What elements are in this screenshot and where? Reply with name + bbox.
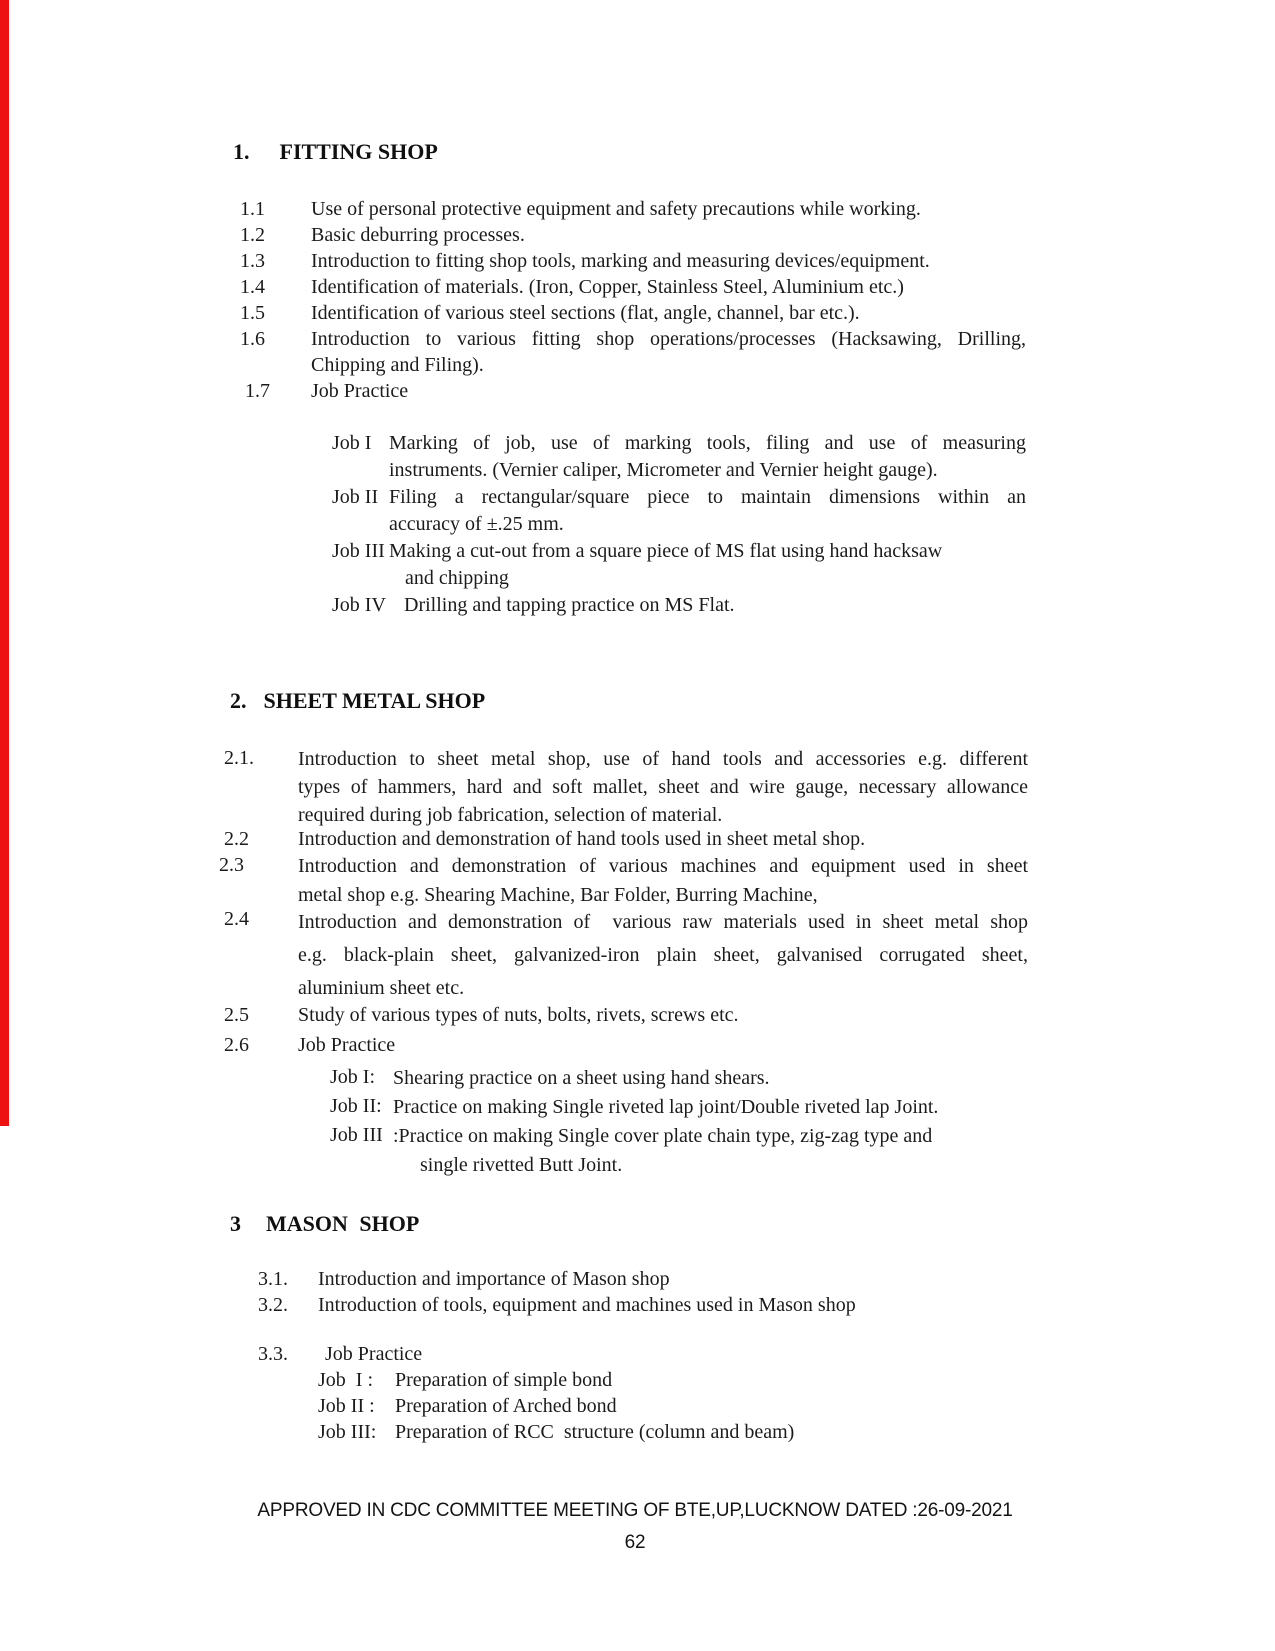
page-number: 62 xyxy=(624,1532,646,1553)
item-1.7-text xyxy=(311,378,1026,404)
item-1.6-text-line-1: Introduction to various fitting shop operations/processes (Hacksawing, Drilling, xyxy=(311,328,1026,350)
section-3-job-2-text-line-1: Preparation of Arched bond xyxy=(395,1395,617,1417)
item-2.1-text-line-1: Introduction to sheet metal shop, use of hand tools and accessories e.g. different xyxy=(298,748,1028,770)
item-3.1-text-line-1: Introduction and importance of Mason shop xyxy=(318,1268,670,1290)
section-2-job-1-label: Job I: xyxy=(330,1066,375,1088)
section-1-heading-number: 1. xyxy=(233,139,250,164)
item-2.4-text xyxy=(298,906,1028,1005)
item-2.2-text xyxy=(298,826,1028,852)
section-3-heading-number: 3 xyxy=(230,1211,241,1236)
section-1-job-1-text-line-2: instruments. (Vernier caliper, Micrometer and Vernier height gauge). xyxy=(389,459,938,481)
item-1.3-text xyxy=(311,248,1026,274)
item-2.2-text-line-1: Introduction and demonstration of hand tools used in sheet metal shop. xyxy=(298,828,866,850)
section-3-heading-title: MASON SHOP xyxy=(266,1211,420,1236)
section-3-job-2-text xyxy=(395,1393,1030,1419)
item-1.5-text-line-1: Identification of various steel sections (flat, angle, channel, bar etc.). xyxy=(311,302,860,324)
item-3.1-text xyxy=(318,1266,1026,1292)
item-2.1-text xyxy=(298,745,1028,829)
item-1.2-number: 1.2 xyxy=(240,224,265,246)
item-1.1-number: 1.1 xyxy=(240,198,265,220)
item-2.5-number: 2.5 xyxy=(224,1004,249,1026)
section-3-job-1-text-line-1: Preparation of simple bond xyxy=(395,1369,613,1391)
section-3-job-2-label: Job II : xyxy=(318,1395,375,1417)
section-2-job-2-label: Job II: xyxy=(330,1095,382,1117)
item-2.1-text-line-2: types of hammers, hard and soft mallet, sheet and wire gauge, necessary allowance xyxy=(298,776,1028,798)
section-1-job-3-label: Job III xyxy=(332,540,385,562)
section-3-job-3-text xyxy=(395,1419,1030,1445)
section-2-heading xyxy=(230,688,485,714)
section-2-job-3-text-line-2: single rivetted Butt Joint. xyxy=(420,1154,623,1176)
item-2.4-text-line-2: e.g. black-plain sheet, galvanized-iron plain sheet, galvanised corrugated sheet, xyxy=(298,944,1028,966)
item-1.3-number: 1.3 xyxy=(240,250,265,272)
section-2-job-3-text-line-1: :Practice on making Single cover plate chain type, zig-zag type and xyxy=(393,1125,933,1147)
item-1.6-text xyxy=(311,326,1026,378)
item-1.2-text-line-1: Basic deburring processes. xyxy=(311,224,525,246)
section-3-job-1-text xyxy=(395,1367,1030,1393)
section-1-job-3-text-line-1: Making a cut-out from a square piece of MS flat using hand hacksaw xyxy=(389,540,943,562)
item-2.2-number: 2.2 xyxy=(224,828,249,850)
section-2-job-3-text xyxy=(393,1122,1030,1180)
item-2.1-number: 2.1. xyxy=(224,747,254,769)
section-3-heading xyxy=(230,1211,419,1237)
section-2-job-1-text-line-1: Shearing practice on a sheet using hand shears. xyxy=(393,1067,770,1089)
section-1-job-4-text-line-1: Drilling and tapping practice on MS Flat. xyxy=(404,594,735,616)
section-2-job-2-text xyxy=(393,1093,1030,1122)
item-1.6-number: 1.6 xyxy=(240,328,265,350)
item-2.5-text-line-1: Study of various types of nuts, bolts, rivets, screws etc. xyxy=(298,1004,739,1026)
item-2.6-text-line-1: Job Practice xyxy=(298,1034,396,1056)
section-1-job-3-text-line-2: and chipping xyxy=(405,567,509,589)
section-1-job-1-text-line-1: Marking of job, use of marking tools, filing and use of measuring xyxy=(389,432,1026,454)
section-1-heading xyxy=(233,139,438,165)
item-2.5-text xyxy=(298,1002,1028,1028)
item-2.4-text-line-1: Introduction and demonstration of various raw materials used in sheet metal shop xyxy=(298,911,1028,933)
item-3.2-number: 3.2. xyxy=(258,1294,288,1316)
item-2.1-text-line-3: required during job fabrication, selection of material. xyxy=(298,804,723,826)
section-3-job-3-label: Job III: xyxy=(318,1421,377,1443)
footer-approval-line: APPROVED IN CDC COMMITTEE MEETING OF BTE,UP,LUCKNOW DATED :26-09-2021 xyxy=(257,1500,1013,1521)
section-1-job-1-label: Job I xyxy=(332,432,372,454)
item-2.6-number: 2.6 xyxy=(224,1034,249,1056)
section-2-heading-number: 2. xyxy=(230,688,247,713)
item-1.4-text-line-1: Identification of materials. (Iron, Copper, Stainless Steel, Aluminium etc.) xyxy=(311,276,904,298)
section-2-job-3-label: Job III xyxy=(330,1124,383,1146)
item-1.5-text xyxy=(311,300,1026,326)
item-2.4-text-line-3: aluminium sheet etc. xyxy=(298,977,465,999)
item-3.1-number: 3.1. xyxy=(258,1268,288,1290)
item-1.4-number: 1.4 xyxy=(240,276,265,298)
item-2.4-number: 2.4 xyxy=(224,908,249,930)
item-1.1-text-line-1: Use of personal protective equipment and safety precautions while working. xyxy=(311,198,921,220)
item-1.5-number: 1.5 xyxy=(240,302,265,324)
red-margin-bar xyxy=(0,0,9,1126)
section-1-job-4-label: Job IV xyxy=(332,594,386,616)
item-2.3-text xyxy=(298,852,1028,910)
item-3.3-text xyxy=(318,1341,1026,1367)
section-1-job-1-text xyxy=(389,430,1026,484)
item-3.2-text-line-1: Introduction of tools, equipment and machines used in Mason shop xyxy=(318,1294,856,1316)
section-1-job-2-label: Job II xyxy=(332,486,379,508)
section-1-heading-title: FITTING SHOP xyxy=(279,139,438,164)
section-3-job-3-text-line-1: Preparation of RCC structure (column and beam) xyxy=(395,1421,795,1443)
item-1.1-text xyxy=(311,196,1026,222)
item-1.7-text-line-1: Job Practice xyxy=(311,380,409,402)
section-2-job-2-text-line-1: Practice on making Single riveted lap joint/Double riveted lap Joint. xyxy=(393,1096,939,1118)
section-2-heading-title: SHEET METAL SHOP xyxy=(263,688,486,713)
item-1.2-text xyxy=(311,222,1026,248)
item-1.3-text-line-1: Introduction to fitting shop tools, marking and measuring devices/equipment. xyxy=(311,250,930,272)
item-1.4-text xyxy=(311,274,1026,300)
item-1.7-number: 1.7 xyxy=(245,380,270,402)
item-2.3-text-line-2: metal shop e.g. Shearing Machine, Bar Folder, Burring Machine, xyxy=(298,884,818,906)
section-1-job-2-text xyxy=(389,484,1026,538)
item-1.6-text-line-2: Chipping and Filing). xyxy=(311,354,484,376)
section-2-job-1-text xyxy=(393,1064,1030,1093)
section-3-job-1-label: Job I : xyxy=(318,1369,373,1391)
item-3.3-number: 3.3. xyxy=(258,1343,288,1365)
item-3.3-text-line-1: Job Practice xyxy=(325,1343,423,1365)
section-1-job-2-text-line-2: accuracy of ±.25 mm. xyxy=(389,513,564,535)
item-2.3-number: 2.3 xyxy=(219,854,244,876)
section-1-job-3-text xyxy=(389,538,1026,592)
section-1-job-4-text xyxy=(389,592,1026,619)
item-2.3-text-line-1: Introduction and demonstration of various machines and equipment used in sheet xyxy=(298,855,1028,877)
section-1-job-2-text-line-1: Filing a rectangular/square piece to maintain dimensions within an xyxy=(389,486,1026,508)
item-3.2-text xyxy=(318,1292,1026,1318)
item-2.6-text xyxy=(298,1032,1028,1058)
